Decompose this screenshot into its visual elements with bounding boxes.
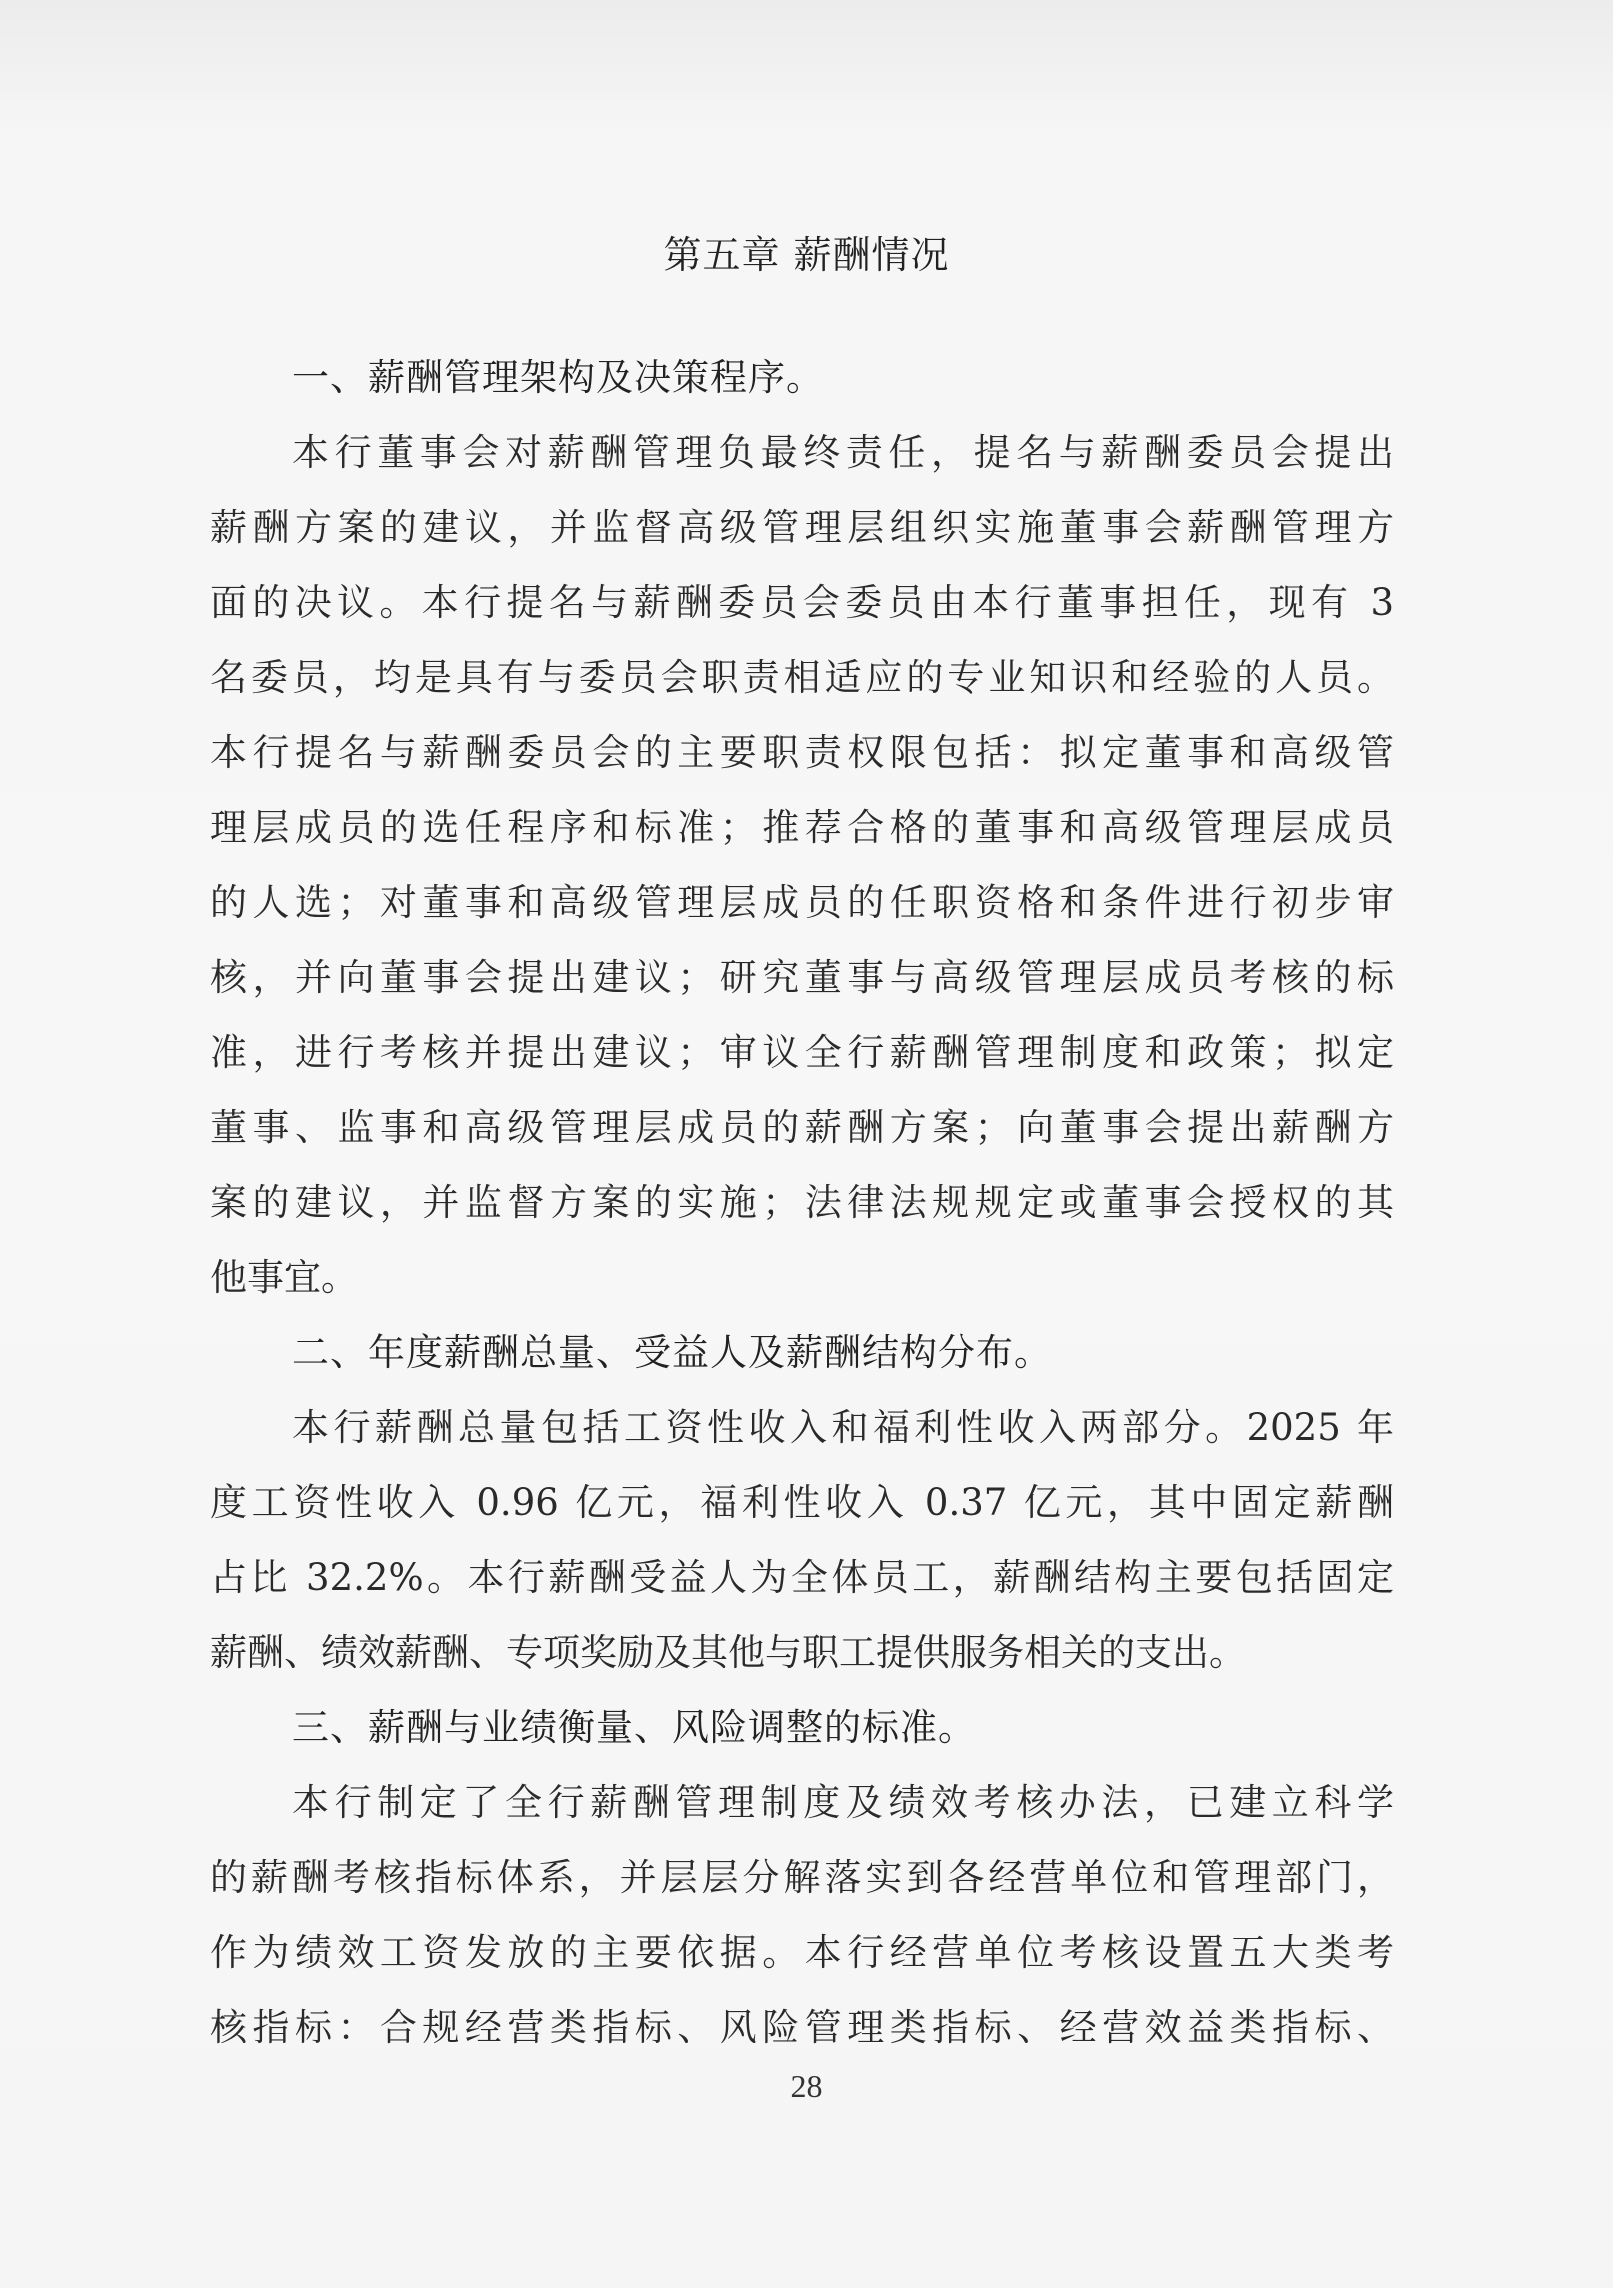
paragraph-line: 核，并向董事会提出建议；研究董事与高级管理层成员考核的标 (210, 956, 1394, 999)
paragraph-line: 本行提名与薪酬委员会的主要职责权限包括：拟定董事和高级管 (210, 731, 1394, 774)
paragraph-line: 本行薪酬总量包括工资性收入和福利性收入两部分。2025 年 (292, 1406, 1394, 1449)
paragraph-line: 占比 32.2%。本行薪酬受益人为全体员工，薪酬结构主要包括固定 (210, 1556, 1394, 1599)
paragraph-line: 本行制定了全行薪酬管理制度及绩效考核办法，已建立科学 (292, 1781, 1394, 1824)
paragraph-line: 作为绩效工资发放的主要依据。本行经营单位考核设置五大类考 (210, 1931, 1394, 1974)
paragraph-line: 面的决议。本行提名与薪酬委员会委员由本行董事担任，现有 3 (210, 581, 1394, 624)
section-heading-1: 一、薪酬管理架构及决策程序。 (292, 356, 824, 399)
paragraph-line: 薪酬、绩效薪酬、专项奖励及其他与职工提供服务相关的支出。 (210, 1631, 1246, 1674)
paragraph-line: 理层成员的选任程序和标准；推荐合格的董事和高级管理层成员 (210, 806, 1394, 849)
paragraph-line: 的人选；对董事和高级管理层成员的任职资格和条件进行初步审 (210, 881, 1394, 924)
paragraph-line: 他事宜。 (210, 1256, 358, 1299)
chapter-title: 第五章 薪酬情况 (663, 233, 950, 277)
page-number: 28 (790, 2068, 823, 2104)
paragraph-line: 核指标：合规经营类指标、风险管理类指标、经营效益类指标、 (210, 2006, 1394, 2049)
paragraph-line: 准，进行考核并提出建议；审议全行薪酬管理制度和政策；拟定 (210, 1031, 1394, 1074)
paragraph-line: 薪酬方案的建议，并监督高级管理层组织实施董事会薪酬管理方 (210, 506, 1394, 549)
section-paragraph-1 (210, 415, 1394, 1315)
paragraph-line: 名委员，均是具有与委员会职责相适应的专业知识和经验的人员。 (210, 656, 1394, 699)
section-heading-3: 三、薪酬与业绩衡量、风险调整的标准。 (292, 1706, 976, 1749)
section-heading-2: 二、年度薪酬总量、受益人及薪酬结构分布。 (292, 1331, 1052, 1374)
section-paragraph-3 (210, 1765, 1394, 2065)
paragraph-line: 度工资性收入 0.96 亿元，福利性收入 0.37 亿元，其中固定薪酬 (210, 1481, 1394, 1524)
paragraph-line: 的薪酬考核指标体系，并层层分解落实到各经营单位和管理部门， (210, 1856, 1394, 1899)
document-body (210, 340, 1394, 2065)
section-paragraph-2 (210, 1390, 1394, 1690)
paragraph-line: 案的建议，并监督方案的实施；法律法规规定或董事会授权的其 (210, 1181, 1394, 1224)
paragraph-line: 董事、监事和高级管理层成员的薪酬方案；向董事会提出薪酬方 (210, 1106, 1394, 1149)
paragraph-line: 本行董事会对薪酬管理负最终责任，提名与薪酬委员会提出 (292, 431, 1394, 474)
